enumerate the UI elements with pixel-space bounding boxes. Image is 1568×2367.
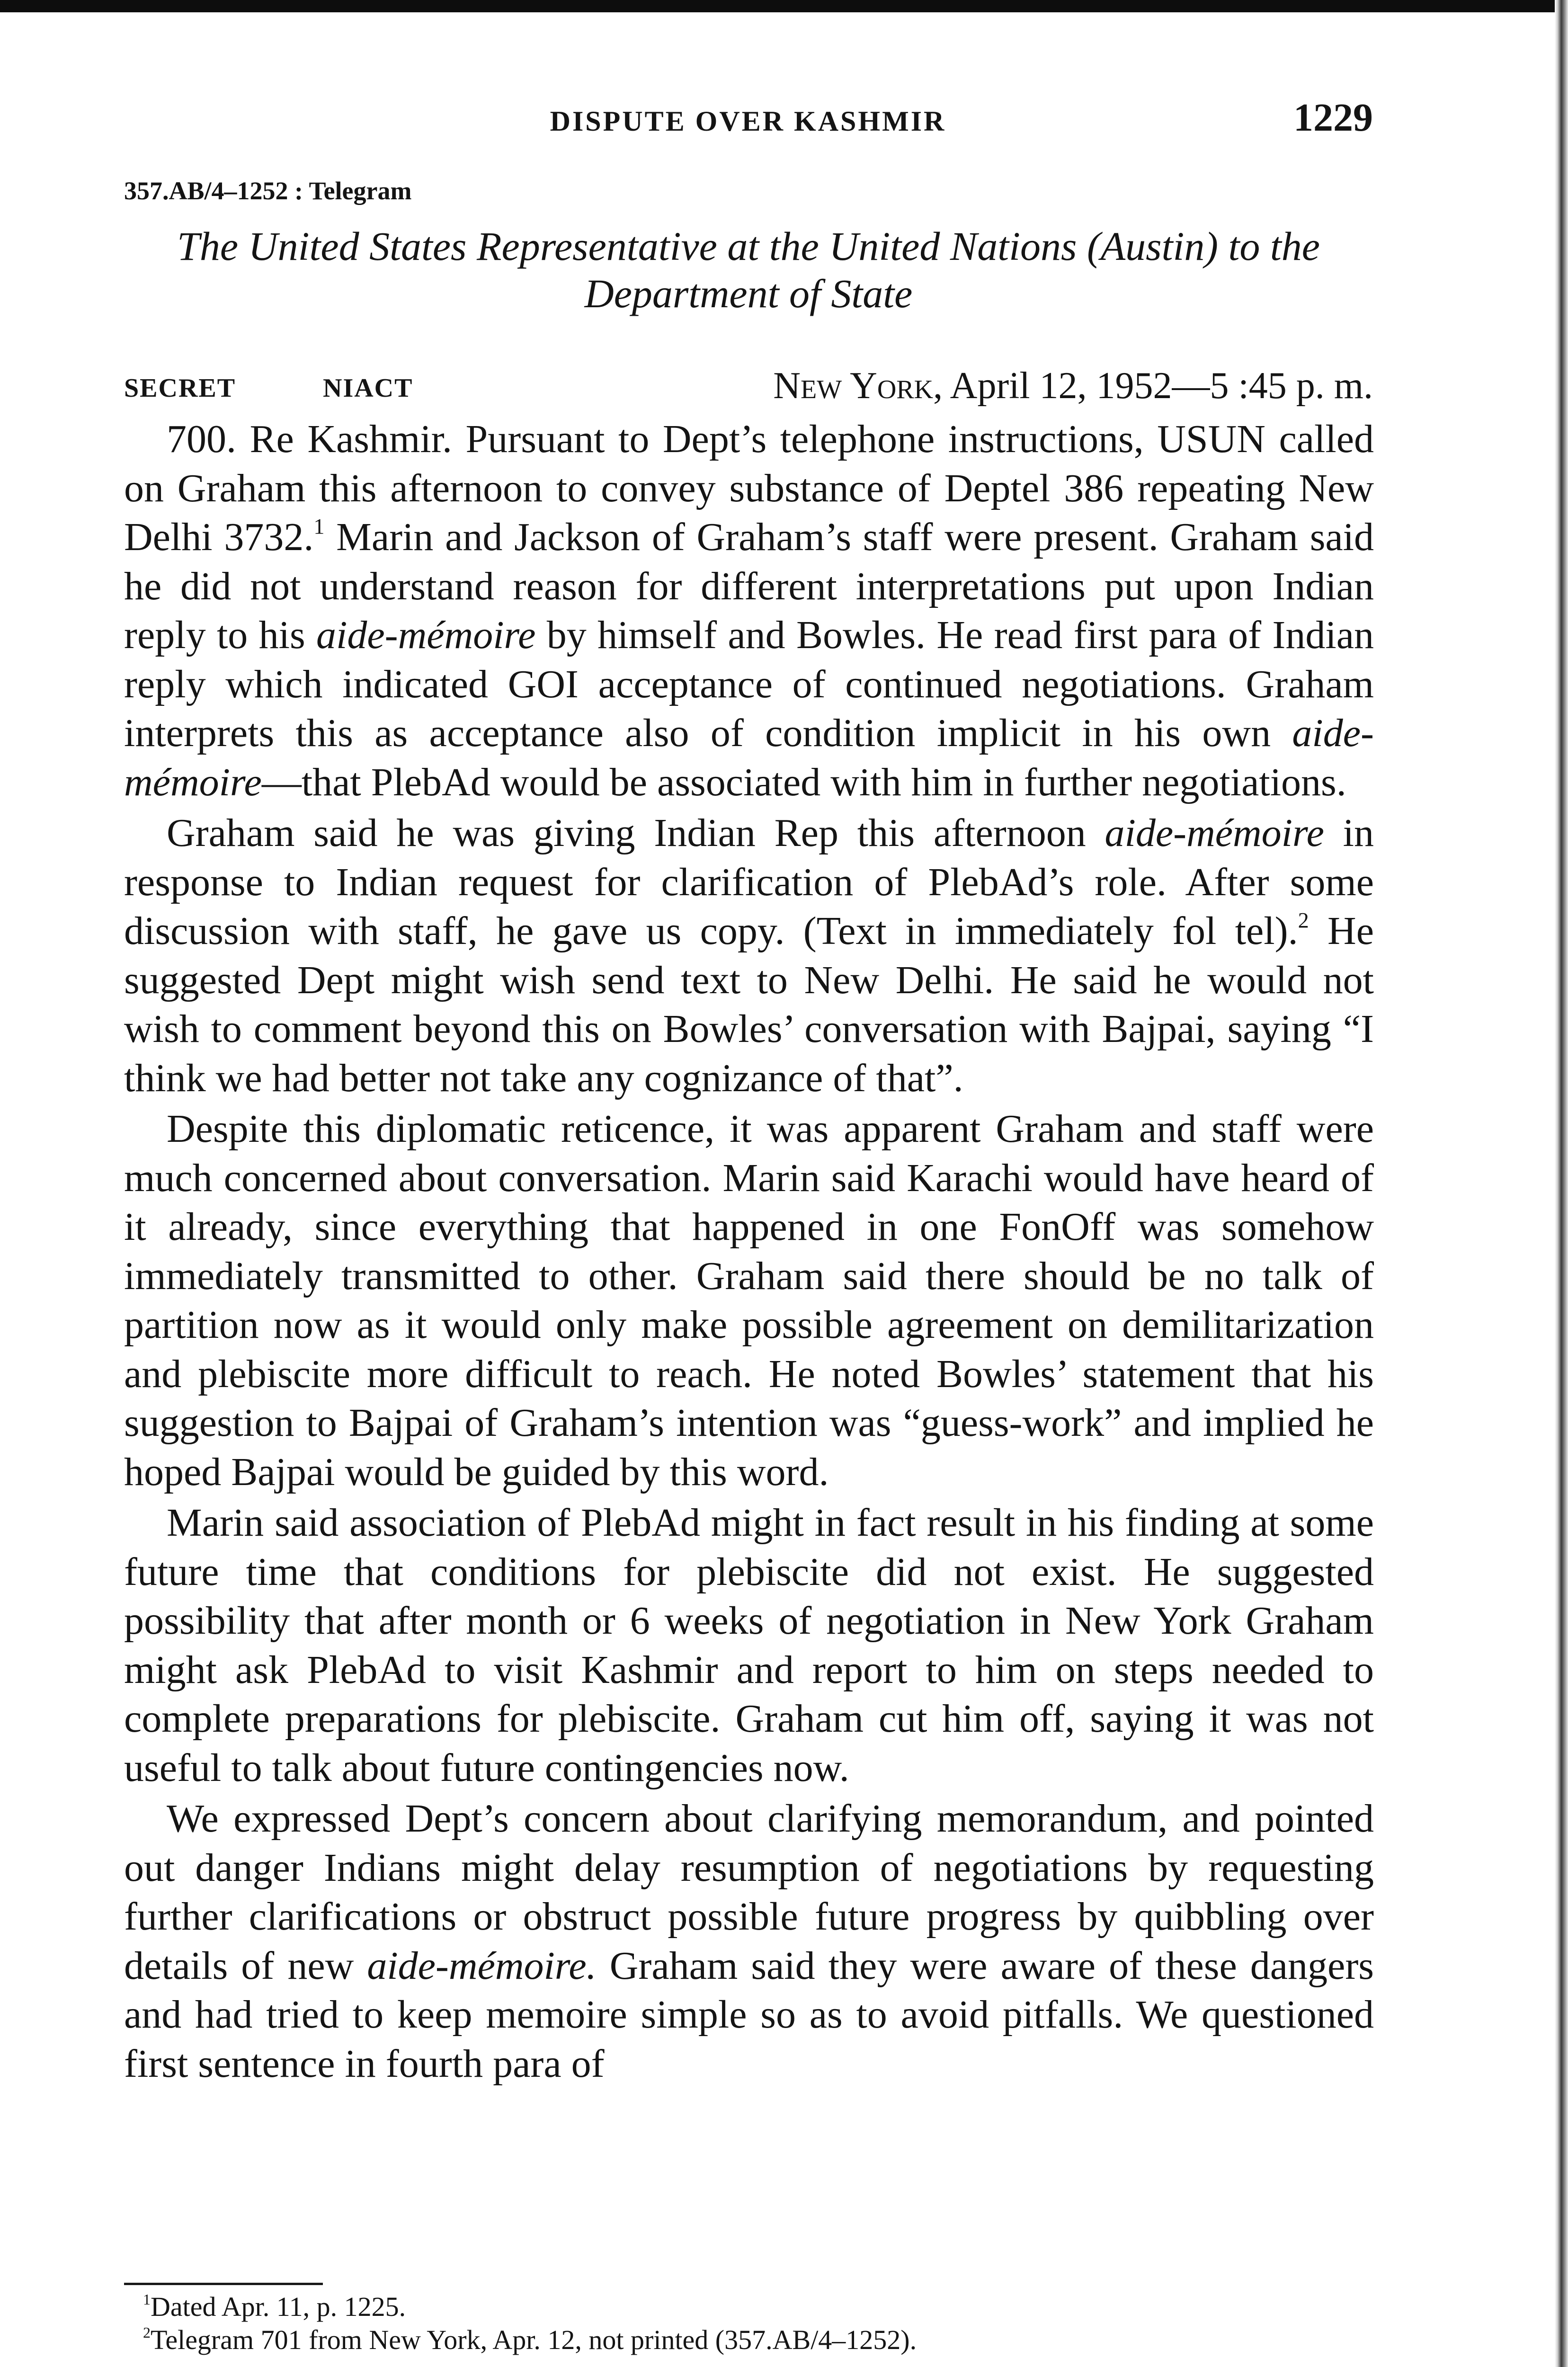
place-and-date <box>773 365 1373 408</box>
page-number: 1229 <box>1293 96 1373 140</box>
paragraph-2-text-a: Graham said he was giving Indian Rep this afternoon <box>167 811 1105 855</box>
footnote-ref-1: 1 <box>313 514 325 539</box>
paragraph-2 <box>124 809 1374 1103</box>
paragraph-1-text-a: 700. Re Kashmir. Pursuant to Dept’s telephone instructions, USUN called on Graham this afternoon to convey substance of Deptel 386 repeating New Delhi 3732. <box>124 417 1374 559</box>
telegram-body <box>124 415 1374 2088</box>
place: New York <box>773 365 934 407</box>
footnote-mark-1: 1 <box>143 2291 151 2308</box>
paragraph-5-text-a: We expressed Dept’s concern about clarifying memorandum, and pointed out danger Indians might delay resumption of negotiations by requesting further clarifications or obstruct possible future progress by quibbling over details of new <box>124 1797 1374 1988</box>
dateline <box>124 365 1373 412</box>
italic-term: aide-mémoire <box>316 613 536 657</box>
footnote-2-text: Telegram 701 from New York, Apr. 12, not printed (357.AB/4–1252). <box>150 2324 917 2355</box>
running-head <box>123 95 1373 147</box>
paragraph-3: Despite this diplomatic reticence, it was apparent Graham and staff were much concerned about conversation. Marin said Karachi would have heard of it already, since everything that happened in one FonOff was somehow immediately transmitted to other. Graham said there should be no talk of partition now as it would only make possible agreement on demilitarization and plebiscite more difficult to reach. He noted Bowles’ statement that his suggestion to Bajpai of Graham’s intention was “guess-work” and implied he hoped Bajpai would be guided by this word. <box>124 1107 1374 1494</box>
paragraph-2-text-b: in response to Indian request for clarification of PlebAd’s role. After some discussion with staff, he gave us copy. (Text in immediately fol tel). <box>124 811 1374 953</box>
date-time: , April 12, 1952—5 :45 p. m. <box>933 365 1373 407</box>
footnote-ref-2: 2 <box>1298 908 1309 933</box>
precedence-label: NIACT <box>323 374 413 403</box>
paragraph-4: Marin said association of PlebAd might in fact result in his finding at some future time that conditions for plebiscite did not exist. He suggested possibility that after month or 6 weeks of negotiation in New York Graham might ask PlebAd to visit Kashmir and report to him on steps needed to complete preparations for plebiscite. Graham cut him off, saying it was not useful to talk about future contingencies now. <box>124 1501 1374 1790</box>
paragraph-2-text-c: He suggested Dept might wish send text to New Delhi. He said he would not wish to comment beyond this on Bowles’ conversation with Bajpai, saying “I think we had better not take any cognizance of that”. <box>124 909 1374 1100</box>
italic-term: aide-mémoire <box>1105 811 1324 855</box>
footnote-2 <box>124 2323 1374 2357</box>
footnotes <box>124 2290 1374 2357</box>
paragraph-1-text-b: Marin and Jackson of Graham’s staff were present. Graham said he did not understand reason for different interpretations put upon Indian reply to his <box>124 515 1374 657</box>
footnote-1 <box>124 2290 1374 2323</box>
scan-border-right <box>1555 0 1568 2367</box>
paragraph-1-text-d: —that PlebAd would be associated with him in further negotiations. <box>261 760 1346 804</box>
document-heading: The United States Representative at the United Nations (Austin) to the Department of State <box>177 223 1320 316</box>
paragraph-5 <box>124 1794 1374 2088</box>
footnote-rule <box>124 2283 323 2285</box>
file-reference: 357.AB/4–1252 : Telegram <box>124 177 412 205</box>
running-title: DISPUTE OVER KASHMIR <box>550 106 946 137</box>
paragraph-5-text-b: Graham said they were aware of these dangers and had tried to keep memoire simple so as to avoid pitfalls. We questioned first sentence in fourth para of <box>124 1943 1374 2086</box>
italic-term: aide-mémoire <box>124 711 1374 804</box>
footnote-1-text: Dated Apr. 11, p. 1225. <box>150 2291 406 2322</box>
italic-term: aide-mémoire. <box>367 1943 597 1988</box>
paragraph-1-text-c: by himself and Bowles. He read first para of Indian reply which indicated GOI acceptance of continued negotiations. Graham interprets this as acceptance also of condition implicit in his own <box>124 613 1374 755</box>
footnote-mark-2: 2 <box>143 2324 151 2341</box>
classification-label: SECRET <box>124 374 236 403</box>
paragraph-1 <box>124 415 1374 807</box>
scan-border-top <box>0 0 1568 12</box>
